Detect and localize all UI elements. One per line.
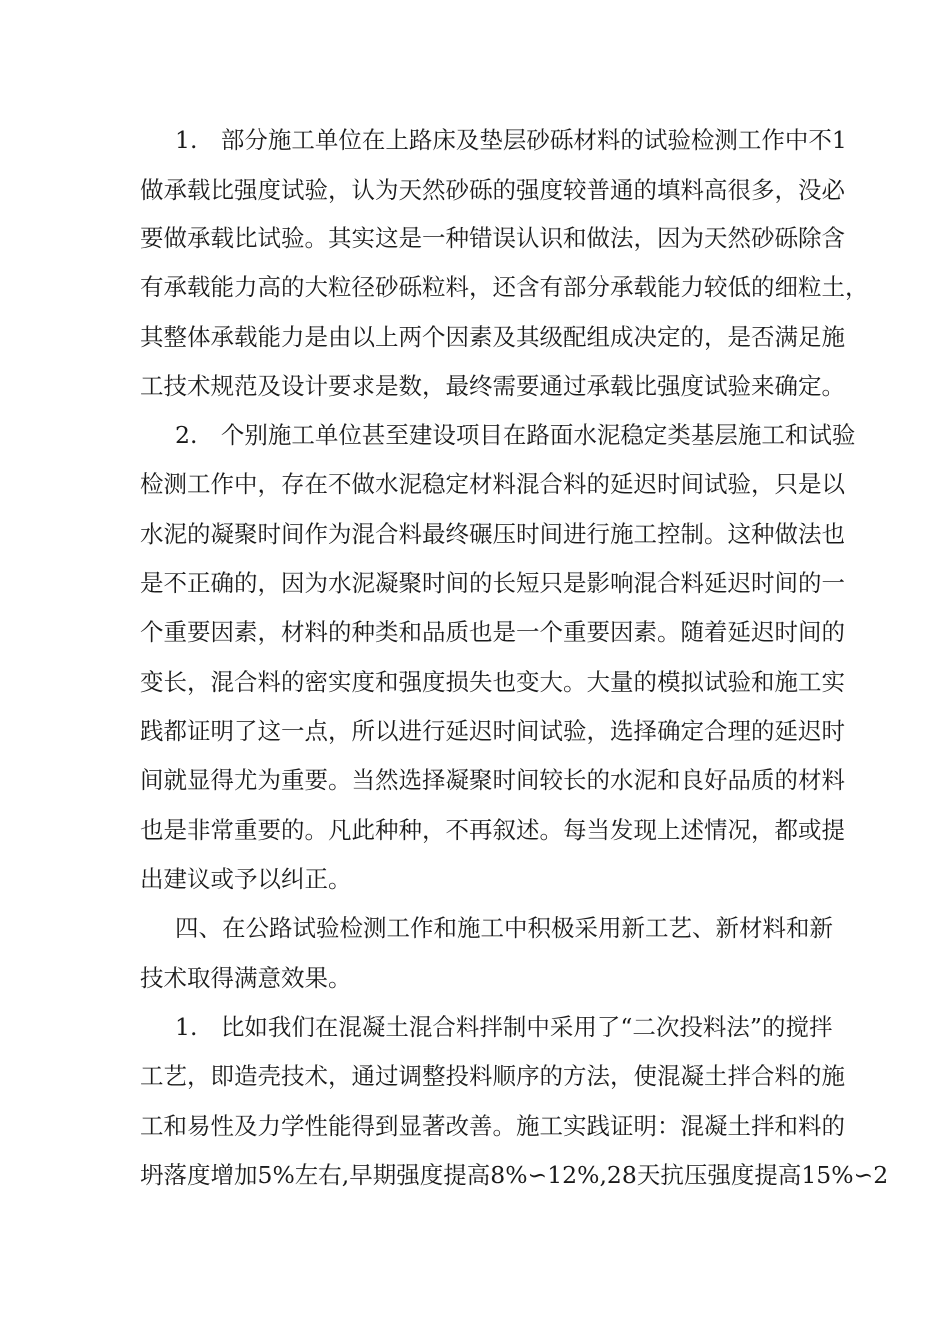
paragraph-2-line-7: 践都证明了这一点，所以进行延迟时间试验，选择确定合理的延迟时	[140, 717, 845, 745]
paragraph-2-line-3: 水泥的凝聚时间作为混合料最终碾压时间进行施工控制。这种做法也	[140, 520, 845, 548]
paragraph-1-line-1: 1. 部分施工单位在上路床及垫层砂砾材料的试验检测工作中不1	[175, 126, 847, 154]
paragraph-2-line-10: 出建议或予以纠正。	[140, 865, 352, 893]
paragraph-1-line-2: 做承载比强度试验，认为天然砂砾的强度较普通的填料高很多，没必	[140, 176, 845, 204]
paragraph-1-line-5: 其整体承载能力是由以上两个因素及其级配组成决定的，是否满足施	[140, 323, 845, 351]
paragraph-1-line-6: 工技术规范及设计要求是数，最终需要通过承载比强度试验来确定。	[140, 372, 845, 400]
paragraph-1-line-4: 有承载能力高的大粒径砂砾粒料，还含有部分承载能力较低的细粒土，	[140, 273, 869, 301]
paragraph-2-line-2: 检测工作中，存在不做水泥稳定材料混合料的延迟时间试验，只是以	[140, 470, 845, 498]
paragraph-2-line-6: 变长，混合料的密实度和强度损失也变大。大量的模拟试验和施工实	[140, 668, 845, 696]
paragraph-2-line-1: 2. 个别施工单位甚至建设项目在路面水泥稳定类基层施工和试验	[175, 421, 856, 449]
paragraph-3-line-3: 工和易性及力学性能得到显著改善。施工实践证明：混凝土拌和料的	[140, 1112, 845, 1140]
paragraph-3-line-2: 工艺，即造壳技术，通过调整投料顺序的方法，使混凝土拌合料的施	[140, 1062, 845, 1090]
paragraph-2-line-5: 个重要因素，材料的种类和品质也是一个重要因素。随着延迟时间的	[140, 618, 845, 646]
section-4-heading-line-2: 技术取得满意效果。	[140, 964, 352, 992]
paragraph-3-line-4: 坍落度增加5%左右,早期强度提高8%∽12%,28天抗压强度提高15%∽2	[140, 1161, 889, 1189]
section-4-heading-line-1: 四、在公路试验检测工作和施工中积极采用新工艺、新材料和新	[175, 914, 833, 942]
paragraph-1-line-3: 要做承载比试验。其实这是一种错误认识和做法，因为天然砂砾除含	[140, 224, 845, 252]
paragraph-2-line-4: 是不正确的，因为水泥凝聚时间的长短只是影响混合料延迟时间的一	[140, 569, 845, 597]
paragraph-3-line-1: 1. 比如我们在混凝土混合料拌制中采用了“二次投料法”的搅拌	[175, 1013, 833, 1041]
paragraph-2-line-8: 间就显得尤为重要。当然选择凝聚时间较长的水泥和良好品质的材料	[140, 766, 845, 794]
paragraph-2-line-9: 也是非常重要的。凡此种种，不再叙述。每当发现上述情况，都或提	[140, 816, 845, 844]
